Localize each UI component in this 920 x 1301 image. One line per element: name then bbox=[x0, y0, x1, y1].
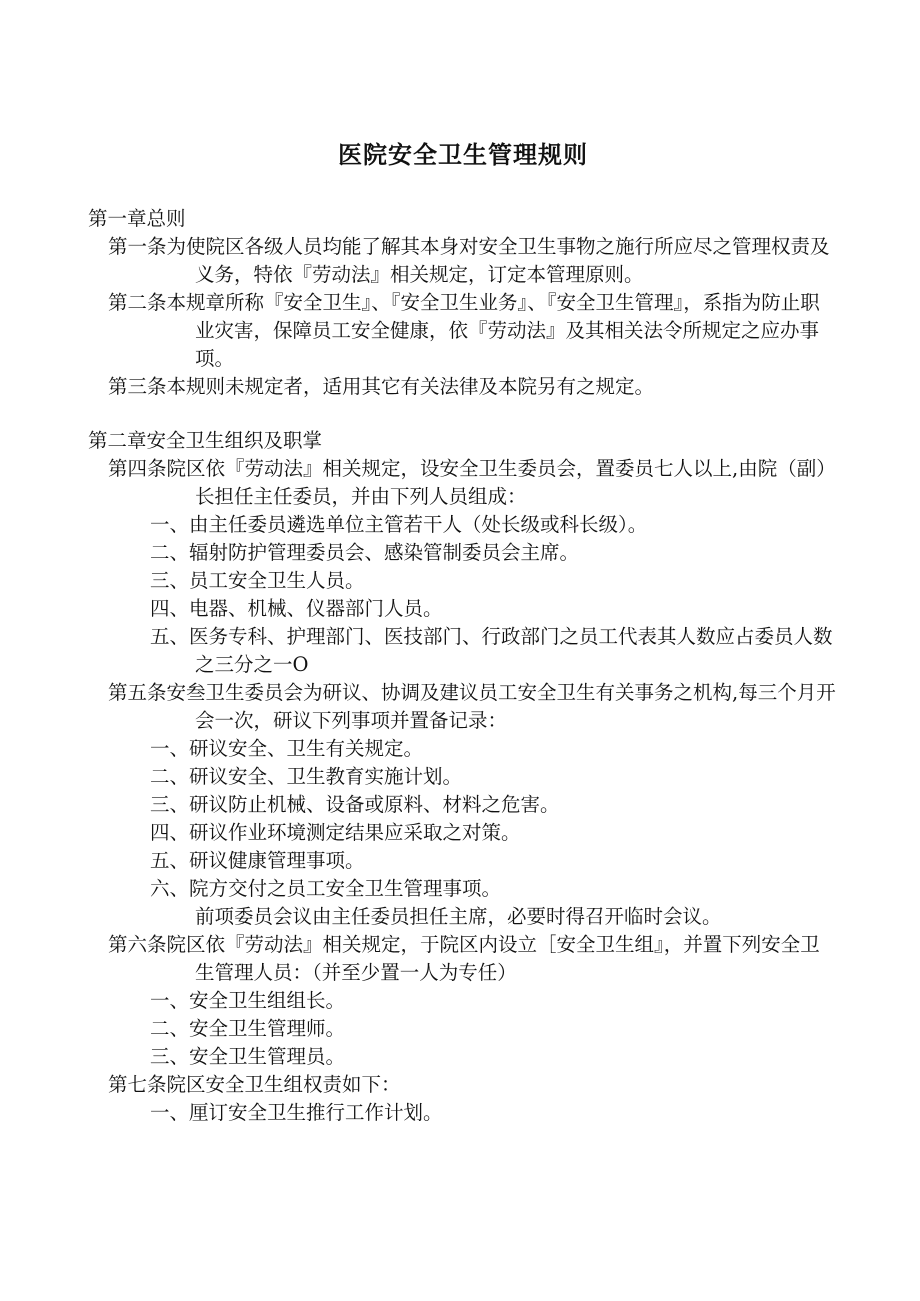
chapter-1-heading: 第一章总则 bbox=[88, 207, 186, 230]
article-4-item-3: 三、员工安全卫生人员。 bbox=[150, 569, 365, 592]
article-3: 第三条本规则未规定者，适用其它有关法律及本院另有之规定。 bbox=[108, 375, 655, 398]
article-2: 第二条本规章所称『安全卫生』、『安全卫生业务』、『安全卫生管理』，系指为防止职业灾害，保障员工安全健康，依『劳动法』及其相关法令所规定之应办事项。 bbox=[108, 291, 820, 370]
article-7-item-1: 一、厘订安全卫生推行工作计划。 bbox=[150, 1101, 443, 1124]
article-6: 第六条院区依『劳动法』相关规定，于院区内设立［安全卫生组』，并置下列安全卫生管理人员：（并至少置一人为专任） bbox=[108, 933, 820, 984]
article-7: 第七条院区安全卫生组权责如下： bbox=[108, 1073, 401, 1096]
article-5-note: 前项委员会议由主任委员担任主席，必要时得召开临时会议。 bbox=[195, 905, 722, 928]
article-5-item-2: 二、研议安全、卫生教育实施计划。 bbox=[150, 765, 463, 788]
article-4-item-5: 五、医务专科、护理部门、医技部门、行政部门之员工代表其人数应占委员人数之三分之一O bbox=[150, 625, 833, 676]
chapter-2-heading: 第二章安全卫生组织及职掌 bbox=[88, 429, 323, 452]
article-4-item-1: 一、由主任委员遴选单位主管若干人（处长级或科长级）。 bbox=[150, 513, 648, 536]
article-6-item-2: 二、安全卫生管理师。 bbox=[150, 1017, 346, 1040]
article-6-item-1: 一、安全卫生组组长。 bbox=[150, 989, 346, 1012]
article-5-item-1: 一、研议安全、卫生有关规定。 bbox=[150, 737, 424, 760]
article-6-item-3: 三、安全卫生管理员。 bbox=[150, 1045, 346, 1068]
article-5: 第五条安叁卫生委员会为研议、协调及建议员工安全卫生有关事务之机构,每三个月开会一次，研议下列事项并置备记录： bbox=[108, 681, 836, 732]
article-5-item-5: 五、研议健康管理事项。 bbox=[150, 849, 365, 872]
article-5-item-4: 四、研议作业环境测定结果应采取之对策。 bbox=[150, 821, 521, 844]
article-4-item-4: 四、电器、机械、仪器部门人员。 bbox=[150, 597, 443, 620]
article-5-item-3: 三、研议防止机械、设备或原料、材料之危害。 bbox=[150, 793, 560, 816]
article-1: 第一条为使院区各级人员均能了解其本身对安全卫生事物之施行所应尽之管理权责及义务，特依『劳动法』相关规定，订定本管理原则。 bbox=[108, 235, 830, 286]
document-title: 医院安全卫生管理规则 bbox=[338, 140, 588, 169]
article-4: 第四条院区依『劳动法』相关规定，设安全卫生委员会，置委员七人以上,由院（副）长担任主任委员，并由下列人员组成： bbox=[108, 457, 836, 508]
article-4-item-2: 二、辐射防护管理委员会、感染管制委员会主席。 bbox=[150, 541, 580, 564]
article-5-item-6: 六、院方交付之员工安全卫生管理事项。 bbox=[150, 877, 502, 900]
